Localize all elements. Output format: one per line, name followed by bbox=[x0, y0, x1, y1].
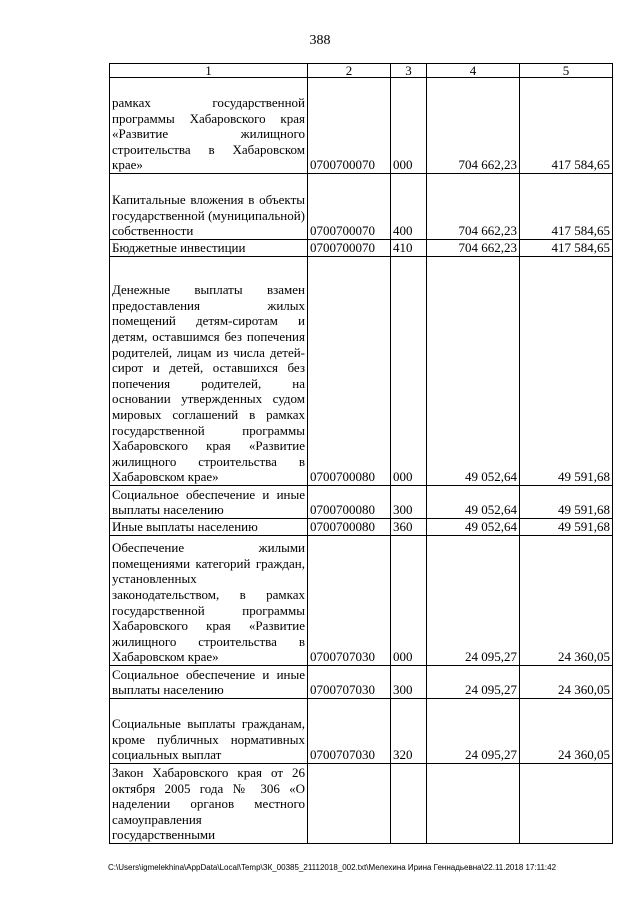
table-row bbox=[110, 536, 613, 666]
row-name: Денежные выплаты взамен предоставления жилых помещений детям-сиротам и детям, оставшимся без попечения родителей, лицам из числа детей-сирот и детей, оставшихся без попечения родителей, на основании утвержденных судом мировых соглашений в рамках государственной программы Хабаровского края «Развитие жилищного строительства в Хабаровском крае» bbox=[110, 257, 308, 486]
table-row bbox=[110, 240, 613, 257]
row-type: 400 bbox=[391, 174, 427, 240]
row-value-2: 417 584,65 bbox=[520, 174, 613, 240]
table-row bbox=[110, 486, 613, 519]
row-type: 320 bbox=[391, 699, 427, 764]
budget-table bbox=[109, 63, 613, 844]
row-code: 0700707030 bbox=[308, 666, 391, 699]
file-path-footer: C:\Users\igmelekhina\AppData\Local\Temp\ЗК_00385_21112018_002.txt\Мелехина Ирина Геннадьевна\22.11.2018 17:11:42 bbox=[108, 863, 557, 872]
row-value-1: 704 662,23 bbox=[427, 78, 520, 174]
table-row bbox=[110, 764, 613, 844]
row-name: Социальное обеспечение и иные выплаты населению bbox=[110, 486, 308, 519]
row-value-1: 49 052,64 bbox=[427, 486, 520, 519]
row-value-1 bbox=[427, 764, 520, 844]
row-code: 0700700070 bbox=[308, 240, 391, 257]
table-header-row bbox=[110, 64, 613, 78]
row-type: 000 bbox=[391, 78, 427, 174]
row-value-2: 49 591,68 bbox=[520, 519, 613, 536]
row-code: 0700707030 bbox=[308, 699, 391, 764]
table-row bbox=[110, 699, 613, 764]
row-value-2: 24 360,05 bbox=[520, 536, 613, 666]
row-value-1: 704 662,23 bbox=[427, 240, 520, 257]
row-name: Закон Хабаровского края от 26 октября 2005 года № 306 «О наделении органов местного самоуправления государственными bbox=[110, 764, 308, 844]
row-value-1: 24 095,27 bbox=[427, 699, 520, 764]
row-code: 0700707030 bbox=[308, 536, 391, 666]
row-value-1: 24 095,27 bbox=[427, 536, 520, 666]
table-row bbox=[110, 174, 613, 240]
row-type: 000 bbox=[391, 536, 427, 666]
row-value-1: 49 052,64 bbox=[427, 257, 520, 486]
row-type: 300 bbox=[391, 486, 427, 519]
table-row bbox=[110, 257, 613, 486]
row-value-1: 24 095,27 bbox=[427, 666, 520, 699]
row-value-2: 417 584,65 bbox=[520, 240, 613, 257]
row-value-2: 49 591,68 bbox=[520, 486, 613, 519]
row-value-2: 24 360,05 bbox=[520, 666, 613, 699]
row-value-2: 24 360,05 bbox=[520, 699, 613, 764]
row-name: Бюджетные инвестиции bbox=[110, 240, 308, 257]
row-type bbox=[391, 764, 427, 844]
row-type: 360 bbox=[391, 519, 427, 536]
table-row bbox=[110, 78, 613, 174]
row-value-2: 417 584,65 bbox=[520, 78, 613, 174]
row-type: 410 bbox=[391, 240, 427, 257]
row-name: рамках государственной программы Хабаровского края «Развитие жилищного строительства в Хабаровском крае» bbox=[110, 78, 308, 174]
row-name: Иные выплаты населению bbox=[110, 519, 308, 536]
row-code: 0700700070 bbox=[308, 78, 391, 174]
table-row bbox=[110, 666, 613, 699]
column-header: 1 bbox=[110, 64, 308, 78]
row-value-1: 704 662,23 bbox=[427, 174, 520, 240]
row-value-1: 49 052,64 bbox=[427, 519, 520, 536]
row-code: 0700700080 bbox=[308, 257, 391, 486]
row-name: Социальное обеспечение и иные выплаты населению bbox=[110, 666, 308, 699]
row-value-2 bbox=[520, 764, 613, 844]
page-number: 388 bbox=[309, 33, 331, 48]
row-code: 0700700080 bbox=[308, 486, 391, 519]
row-name: Капитальные вложения в объекты государственной (муниципальной) собственности bbox=[110, 174, 308, 240]
column-header: 5 bbox=[520, 64, 613, 78]
column-header: 3 bbox=[391, 64, 427, 78]
row-name: Социальные выплаты гражданам, кроме публичных нормативных социальных выплат bbox=[110, 699, 308, 764]
row-name: Обеспечение жилыми помещениями категорий граждан, установленных законодательством, в рамках государственной программы Хабаровского края «Развитие жилищного строительства в Хабаровском крае» bbox=[110, 536, 308, 666]
row-code bbox=[308, 764, 391, 844]
row-code: 0700700080 bbox=[308, 519, 391, 536]
row-value-2: 49 591,68 bbox=[520, 257, 613, 486]
table-row bbox=[110, 519, 613, 536]
row-code: 0700700070 bbox=[308, 174, 391, 240]
row-type: 000 bbox=[391, 257, 427, 486]
column-header: 2 bbox=[308, 64, 391, 78]
column-header: 4 bbox=[427, 64, 520, 78]
row-type: 300 bbox=[391, 666, 427, 699]
